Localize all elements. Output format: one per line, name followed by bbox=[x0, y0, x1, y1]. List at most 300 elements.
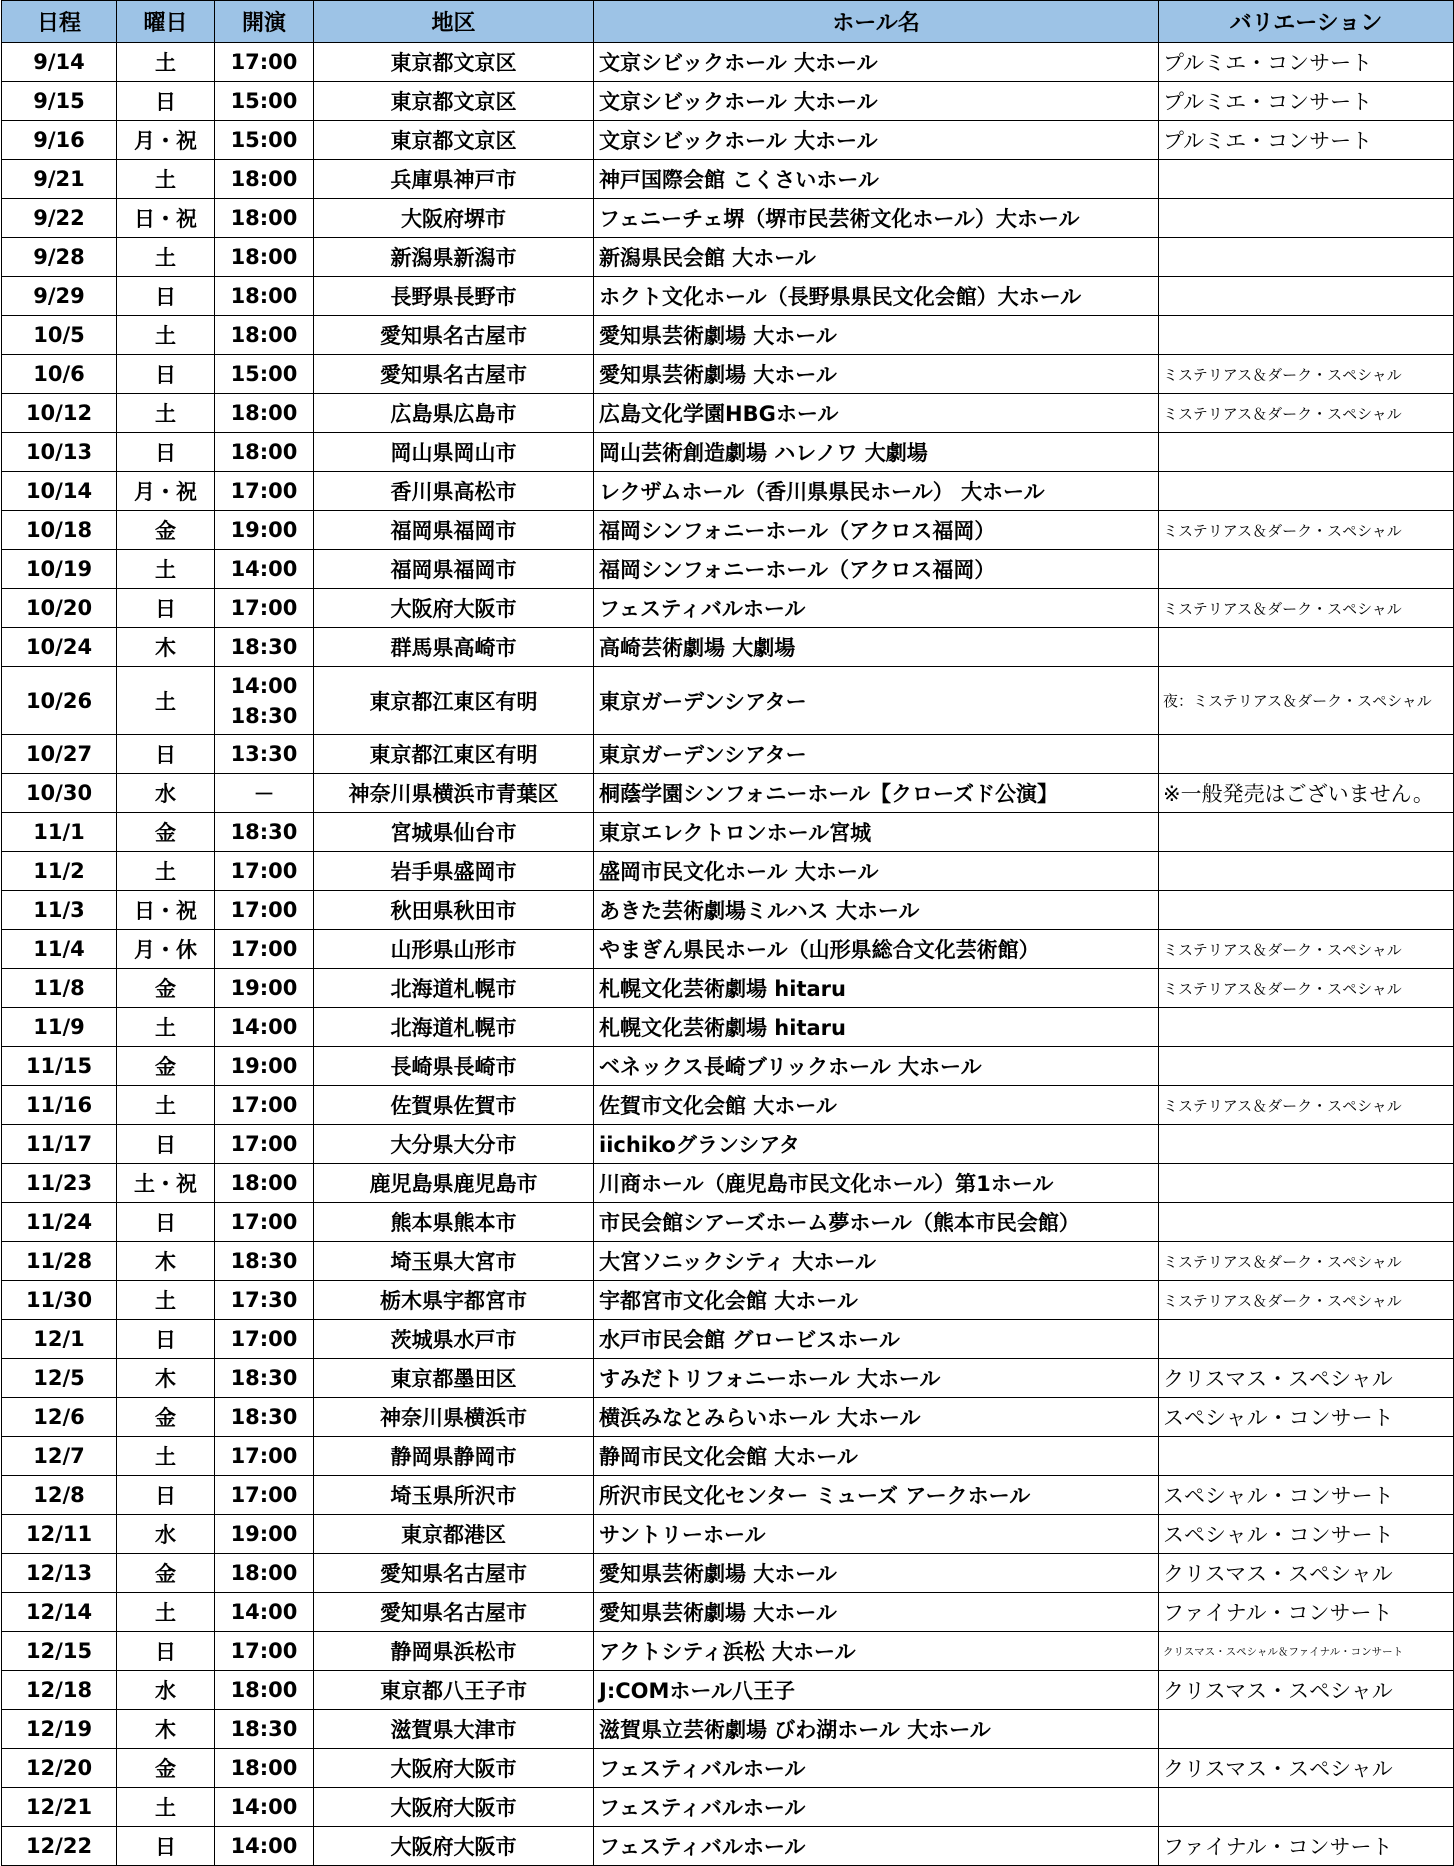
time-cell: 18:00 bbox=[215, 1671, 314, 1710]
hall-cell: レクザムホール（香川県県民ホール） 大ホール bbox=[594, 472, 1159, 511]
time-cell: 18:00 bbox=[215, 277, 314, 316]
hall-cell: J:COMホール八王子 bbox=[594, 1671, 1159, 1710]
time-cell: 15:00 bbox=[215, 82, 314, 121]
header-hall: ホール名 bbox=[594, 1, 1159, 43]
hall-cell: 東京ガーデンシアター bbox=[594, 667, 1159, 735]
hall-cell: フェスティバルホール bbox=[594, 1788, 1159, 1827]
date-cell: 11/8 bbox=[2, 969, 117, 1008]
hall-cell: 福岡シンフォニーホール（アクロス福岡） bbox=[594, 550, 1159, 589]
table-row bbox=[2, 1710, 1454, 1749]
hall-cell: 佐賀市文化会館 大ホール bbox=[594, 1086, 1159, 1125]
date-cell: 10/20 bbox=[2, 589, 117, 628]
time-cell: 17:00 bbox=[215, 1203, 314, 1242]
hall-cell: 神戸国際会館 こくさいホール bbox=[594, 160, 1159, 199]
variation-cell: ミステリアス＆ダーク・スペシャル bbox=[1159, 930, 1454, 969]
day-cell: 木 bbox=[117, 1242, 215, 1281]
area-cell: 福岡県福岡市 bbox=[314, 511, 594, 550]
table-row bbox=[2, 394, 1454, 433]
day-cell: 金 bbox=[117, 969, 215, 1008]
time-cell: 19:00 bbox=[215, 1047, 314, 1086]
time-cell: 17:00 bbox=[215, 891, 314, 930]
hall-cell: 札幌文化芸術劇場 hitaru bbox=[594, 969, 1159, 1008]
variation-cell bbox=[1159, 1320, 1454, 1359]
time-cell: 15:00 bbox=[215, 121, 314, 160]
time-cell: 17:00 bbox=[215, 930, 314, 969]
time-cell: 18:30 bbox=[215, 1710, 314, 1749]
variation-cell bbox=[1159, 199, 1454, 238]
day-cell: 金 bbox=[117, 1398, 215, 1437]
time-cell: 17:00 bbox=[215, 1086, 314, 1125]
variation-cell: クリスマス・スペシャル bbox=[1159, 1359, 1454, 1398]
day-cell: 月・祝 bbox=[117, 472, 215, 511]
hall-cell: 文京シビックホール 大ホール bbox=[594, 121, 1159, 160]
day-cell: 日 bbox=[117, 1632, 215, 1671]
day-cell: 土・祝 bbox=[117, 1164, 215, 1203]
time-cell bbox=[215, 667, 314, 735]
table-row bbox=[2, 1554, 1454, 1593]
day-cell: 月・祝 bbox=[117, 121, 215, 160]
table-row bbox=[2, 121, 1454, 160]
variation-cell: プルミエ・コンサート bbox=[1159, 121, 1454, 160]
time-cell: 18:00 bbox=[215, 199, 314, 238]
day-cell: 木 bbox=[117, 628, 215, 667]
area-cell: 大阪府大阪市 bbox=[314, 589, 594, 628]
time-cell: 18:30 bbox=[215, 813, 314, 852]
area-cell: 兵庫県神戸市 bbox=[314, 160, 594, 199]
table-header bbox=[2, 1, 1454, 43]
area-cell: 滋賀県大津市 bbox=[314, 1710, 594, 1749]
hall-cell: 文京シビックホール 大ホール bbox=[594, 82, 1159, 121]
area-cell: 秋田県秋田市 bbox=[314, 891, 594, 930]
day-cell: 土 bbox=[117, 852, 215, 891]
hall-cell: 大宮ソニックシティ 大ホール bbox=[594, 1242, 1159, 1281]
area-cell: 静岡県静岡市 bbox=[314, 1437, 594, 1476]
variation-cell: クリスマス・スペシャル bbox=[1159, 1671, 1454, 1710]
date-cell: 12/18 bbox=[2, 1671, 117, 1710]
date-cell: 11/3 bbox=[2, 891, 117, 930]
day-cell: 日 bbox=[117, 1320, 215, 1359]
area-cell: 大阪府大阪市 bbox=[314, 1749, 594, 1788]
date-cell: 12/5 bbox=[2, 1359, 117, 1398]
variation-cell bbox=[1159, 1125, 1454, 1164]
time-cell: 19:00 bbox=[215, 511, 314, 550]
date-cell: 11/30 bbox=[2, 1281, 117, 1320]
day-cell: 土 bbox=[117, 316, 215, 355]
hall-cell: 広島文化学園HBGホール bbox=[594, 394, 1159, 433]
date-cell: 9/29 bbox=[2, 277, 117, 316]
area-cell: 北海道札幌市 bbox=[314, 969, 594, 1008]
day-cell: 土 bbox=[117, 43, 215, 82]
time-cell: 14:00 bbox=[215, 1788, 314, 1827]
time-value-second: 18:30 bbox=[230, 703, 298, 728]
time-cell: 17:00 bbox=[215, 589, 314, 628]
time-cell: － bbox=[215, 774, 314, 813]
variation-cell: クリスマス・スペシャル bbox=[1159, 1554, 1454, 1593]
hall-cell: あきた芸術劇場ミルハス 大ホール bbox=[594, 891, 1159, 930]
date-cell: 11/4 bbox=[2, 930, 117, 969]
table-row bbox=[2, 735, 1454, 774]
hall-cell: 市民会館シアーズホーム夢ホール（熊本市民会館） bbox=[594, 1203, 1159, 1242]
hall-cell: 宇都宮市文化会館 大ホール bbox=[594, 1281, 1159, 1320]
time-cell: 18:30 bbox=[215, 1242, 314, 1281]
time-cell: 18:30 bbox=[215, 1398, 314, 1437]
table-row bbox=[2, 511, 1454, 550]
day-cell: 土 bbox=[117, 1593, 215, 1632]
day-cell: 金 bbox=[117, 1554, 215, 1593]
table-row bbox=[2, 891, 1454, 930]
table-row bbox=[2, 1476, 1454, 1515]
variation-cell: ミステリアス＆ダーク・スペシャル bbox=[1159, 1086, 1454, 1125]
table-row bbox=[2, 667, 1454, 735]
day-cell: 日 bbox=[117, 433, 215, 472]
variation-cell bbox=[1159, 891, 1454, 930]
date-cell: 10/27 bbox=[2, 735, 117, 774]
hall-cell: フェスティバルホール bbox=[594, 1827, 1159, 1866]
table-row bbox=[2, 930, 1454, 969]
area-cell: 愛知県名古屋市 bbox=[314, 1593, 594, 1632]
table-row bbox=[2, 1242, 1454, 1281]
variation-cell bbox=[1159, 316, 1454, 355]
variation-cell bbox=[1159, 1164, 1454, 1203]
variation-cell: ミステリアス＆ダーク・スペシャル bbox=[1159, 511, 1454, 550]
time-cell: 17:00 bbox=[215, 43, 314, 82]
hall-cell: フェニーチェ堺（堺市民芸術文化ホール）大ホール bbox=[594, 199, 1159, 238]
time-cell: 19:00 bbox=[215, 1515, 314, 1554]
date-cell: 11/9 bbox=[2, 1008, 117, 1047]
area-cell: 福岡県福岡市 bbox=[314, 550, 594, 589]
date-cell: 10/30 bbox=[2, 774, 117, 813]
area-cell: 栃木県宇都宮市 bbox=[314, 1281, 594, 1320]
variation-cell bbox=[1159, 160, 1454, 199]
hall-cell: 新潟県民会館 大ホール bbox=[594, 238, 1159, 277]
date-cell: 11/2 bbox=[2, 852, 117, 891]
day-cell: 金 bbox=[117, 813, 215, 852]
hall-cell: 高崎芸術劇場 大劇場 bbox=[594, 628, 1159, 667]
area-cell: 北海道札幌市 bbox=[314, 1008, 594, 1047]
hall-cell: 愛知県芸術劇場 大ホール bbox=[594, 1593, 1159, 1632]
day-cell: 水 bbox=[117, 1515, 215, 1554]
table-row bbox=[2, 316, 1454, 355]
hall-cell: 愛知県芸術劇場 大ホール bbox=[594, 316, 1159, 355]
area-cell: 大分県大分市 bbox=[314, 1125, 594, 1164]
variation-cell bbox=[1159, 550, 1454, 589]
hall-cell: 札幌文化芸術劇場 hitaru bbox=[594, 1008, 1159, 1047]
table-row bbox=[2, 628, 1454, 667]
day-cell: 土 bbox=[117, 1437, 215, 1476]
day-cell: 日 bbox=[117, 1827, 215, 1866]
time-cell: 18:00 bbox=[215, 160, 314, 199]
variation-cell: ミステリアス＆ダーク・スペシャル bbox=[1159, 589, 1454, 628]
hall-cell: 東京エレクトロンホール宮城 bbox=[594, 813, 1159, 852]
hall-cell: 桐蔭学園シンフォニーホール【クローズド公演】 bbox=[594, 774, 1159, 813]
table-row bbox=[2, 199, 1454, 238]
area-cell: 茨城県水戸市 bbox=[314, 1320, 594, 1359]
variation-cell bbox=[1159, 1203, 1454, 1242]
area-cell: 東京都八王子市 bbox=[314, 1671, 594, 1710]
time-value: 14:00 bbox=[230, 673, 298, 698]
table-row bbox=[2, 1398, 1454, 1437]
table-row bbox=[2, 472, 1454, 511]
area-cell: 宮城県仙台市 bbox=[314, 813, 594, 852]
date-cell: 12/11 bbox=[2, 1515, 117, 1554]
day-cell: 金 bbox=[117, 511, 215, 550]
variation-cell: ファイナル・コンサート bbox=[1159, 1827, 1454, 1866]
hall-cell: すみだトリフォニーホール 大ホール bbox=[594, 1359, 1159, 1398]
date-cell: 12/1 bbox=[2, 1320, 117, 1359]
table-row bbox=[2, 852, 1454, 891]
area-cell: 愛知県名古屋市 bbox=[314, 355, 594, 394]
date-cell: 12/8 bbox=[2, 1476, 117, 1515]
hall-cell: 川商ホール（鹿児島市民文化ホール）第1ホール bbox=[594, 1164, 1159, 1203]
table-row bbox=[2, 969, 1454, 1008]
variation-cell bbox=[1159, 1788, 1454, 1827]
variation-cell bbox=[1159, 277, 1454, 316]
variation-cell: ファイナル・コンサート bbox=[1159, 1593, 1454, 1632]
day-cell: 土 bbox=[117, 550, 215, 589]
time-cell: 17:00 bbox=[215, 1320, 314, 1359]
table-row bbox=[2, 1320, 1454, 1359]
time-cell: 17:00 bbox=[215, 1476, 314, 1515]
header-variation: バリエーション bbox=[1159, 1, 1454, 43]
date-cell: 10/12 bbox=[2, 394, 117, 433]
time-cell: 15:00 bbox=[215, 355, 314, 394]
table-row bbox=[2, 813, 1454, 852]
date-cell: 12/22 bbox=[2, 1827, 117, 1866]
time-cell: 17:00 bbox=[215, 472, 314, 511]
variation-cell bbox=[1159, 238, 1454, 277]
area-cell: 群馬県高崎市 bbox=[314, 628, 594, 667]
day-cell: 月・休 bbox=[117, 930, 215, 969]
table-row bbox=[2, 43, 1454, 82]
table-row bbox=[2, 1749, 1454, 1788]
table-row bbox=[2, 1164, 1454, 1203]
hall-cell: 水戸市民会館 グロービスホール bbox=[594, 1320, 1159, 1359]
table-row bbox=[2, 1788, 1454, 1827]
variation-cell: スペシャル・コンサート bbox=[1159, 1398, 1454, 1437]
hall-cell: 滋賀県立芸術劇場 びわ湖ホール 大ホール bbox=[594, 1710, 1159, 1749]
table-row bbox=[2, 277, 1454, 316]
date-cell: 12/6 bbox=[2, 1398, 117, 1437]
table-row bbox=[2, 82, 1454, 121]
date-cell: 9/22 bbox=[2, 199, 117, 238]
day-cell: 日 bbox=[117, 355, 215, 394]
hall-cell: フェスティバルホール bbox=[594, 589, 1159, 628]
date-cell: 11/1 bbox=[2, 813, 117, 852]
date-cell: 11/17 bbox=[2, 1125, 117, 1164]
variation-cell: プルミエ・コンサート bbox=[1159, 43, 1454, 82]
date-cell: 12/20 bbox=[2, 1749, 117, 1788]
date-cell: 12/21 bbox=[2, 1788, 117, 1827]
day-cell: 土 bbox=[117, 394, 215, 433]
area-cell: 長野県長野市 bbox=[314, 277, 594, 316]
hall-cell: 盛岡市民文化ホール 大ホール bbox=[594, 852, 1159, 891]
variation-cell: スペシャル・コンサート bbox=[1159, 1515, 1454, 1554]
date-cell: 10/14 bbox=[2, 472, 117, 511]
area-cell: 東京都墨田区 bbox=[314, 1359, 594, 1398]
table-row bbox=[2, 160, 1454, 199]
day-cell: 金 bbox=[117, 1047, 215, 1086]
area-cell: 鹿児島県鹿児島市 bbox=[314, 1164, 594, 1203]
day-cell: 土 bbox=[117, 1086, 215, 1125]
date-cell: 9/28 bbox=[2, 238, 117, 277]
variation-cell bbox=[1159, 433, 1454, 472]
header-row bbox=[2, 1, 1454, 43]
hall-cell: ベネックス長崎ブリックホール 大ホール bbox=[594, 1047, 1159, 1086]
variation-cell: 夜：ミステリアス＆ダーク・スペシャル bbox=[1159, 667, 1454, 735]
hall-cell: 横浜みなとみらいホール 大ホール bbox=[594, 1398, 1159, 1437]
table-row bbox=[2, 1086, 1454, 1125]
variation-cell: スペシャル・コンサート bbox=[1159, 1476, 1454, 1515]
day-cell: 日 bbox=[117, 589, 215, 628]
area-cell: 新潟県新潟市 bbox=[314, 238, 594, 277]
header-time: 開演 bbox=[215, 1, 314, 43]
table-row bbox=[2, 550, 1454, 589]
hall-cell: 岡山芸術創造劇場 ハレノワ 大劇場 bbox=[594, 433, 1159, 472]
date-cell: 10/26 bbox=[2, 667, 117, 735]
variation-cell bbox=[1159, 472, 1454, 511]
area-cell: 東京都文京区 bbox=[314, 43, 594, 82]
time-cell: 17:00 bbox=[215, 1632, 314, 1671]
area-cell: 長崎県長崎市 bbox=[314, 1047, 594, 1086]
variation-cell: ミステリアス＆ダーク・スペシャル bbox=[1159, 969, 1454, 1008]
day-cell: 土 bbox=[117, 667, 215, 735]
time-cell: 18:00 bbox=[215, 1554, 314, 1593]
area-cell: 愛知県名古屋市 bbox=[314, 1554, 594, 1593]
date-cell: 12/15 bbox=[2, 1632, 117, 1671]
time-cell: 17:00 bbox=[215, 852, 314, 891]
time-cell: 18:00 bbox=[215, 433, 314, 472]
schedule-table bbox=[1, 0, 1454, 1866]
date-cell: 9/14 bbox=[2, 43, 117, 82]
time-cell: 14:00 bbox=[215, 1008, 314, 1047]
date-cell: 10/5 bbox=[2, 316, 117, 355]
area-cell: 大阪府大阪市 bbox=[314, 1788, 594, 1827]
table-row bbox=[2, 1047, 1454, 1086]
date-cell: 12/13 bbox=[2, 1554, 117, 1593]
hall-cell: iichikoグランシアタ bbox=[594, 1125, 1159, 1164]
day-cell: 日 bbox=[117, 1203, 215, 1242]
day-cell: 土 bbox=[117, 238, 215, 277]
area-cell: 東京都江東区有明 bbox=[314, 667, 594, 735]
hall-cell: 東京ガーデンシアター bbox=[594, 735, 1159, 774]
table-row bbox=[2, 355, 1454, 394]
day-cell: 土 bbox=[117, 1008, 215, 1047]
variation-cell bbox=[1159, 852, 1454, 891]
hall-cell: やまぎん県民ホール（山形県総合文化芸術館） bbox=[594, 930, 1159, 969]
variation-cell: ミステリアス＆ダーク・スペシャル bbox=[1159, 394, 1454, 433]
day-cell: 日 bbox=[117, 82, 215, 121]
day-cell: 水 bbox=[117, 1671, 215, 1710]
day-cell: 木 bbox=[117, 1710, 215, 1749]
time-cell: 18:30 bbox=[215, 1359, 314, 1398]
table-row bbox=[2, 589, 1454, 628]
date-cell: 10/19 bbox=[2, 550, 117, 589]
variation-cell bbox=[1159, 735, 1454, 774]
area-cell: 岩手県盛岡市 bbox=[314, 852, 594, 891]
hall-cell: 所沢市民文化センター ミューズ アークホール bbox=[594, 1476, 1159, 1515]
area-cell: 大阪府大阪市 bbox=[314, 1827, 594, 1866]
hall-cell: サントリーホール bbox=[594, 1515, 1159, 1554]
date-cell: 11/24 bbox=[2, 1203, 117, 1242]
table-row bbox=[2, 774, 1454, 813]
day-cell: 金 bbox=[117, 1749, 215, 1788]
table-row bbox=[2, 1359, 1454, 1398]
table-row bbox=[2, 1671, 1454, 1710]
time-cell: 17:30 bbox=[215, 1281, 314, 1320]
date-cell: 10/13 bbox=[2, 433, 117, 472]
time-cell: 18:00 bbox=[215, 316, 314, 355]
hall-cell: 福岡シンフォニーホール（アクロス福岡） bbox=[594, 511, 1159, 550]
area-cell: 静岡県浜松市 bbox=[314, 1632, 594, 1671]
day-cell: 日・祝 bbox=[117, 891, 215, 930]
variation-cell: ミステリアス＆ダーク・スペシャル bbox=[1159, 355, 1454, 394]
area-cell: 大阪府堺市 bbox=[314, 199, 594, 238]
table-row bbox=[2, 1437, 1454, 1476]
area-cell: 神奈川県横浜市 bbox=[314, 1398, 594, 1437]
area-cell: 東京都港区 bbox=[314, 1515, 594, 1554]
variation-cell bbox=[1159, 628, 1454, 667]
hall-cell: 愛知県芸術劇場 大ホール bbox=[594, 355, 1159, 394]
time-cell: 18:00 bbox=[215, 394, 314, 433]
area-cell: 東京都文京区 bbox=[314, 82, 594, 121]
date-cell: 10/18 bbox=[2, 511, 117, 550]
time-cell: 17:00 bbox=[215, 1437, 314, 1476]
hall-cell: ホクト文化ホール（長野県県民文化会館）大ホール bbox=[594, 277, 1159, 316]
variation-cell: ミステリアス＆ダーク・スペシャル bbox=[1159, 1281, 1454, 1320]
time-cell: 18:00 bbox=[215, 238, 314, 277]
time-cell: 18:00 bbox=[215, 1749, 314, 1788]
variation-cell bbox=[1159, 1710, 1454, 1749]
time-cell: 17:00 bbox=[215, 1125, 314, 1164]
table-row bbox=[2, 1632, 1454, 1671]
day-cell: 日・祝 bbox=[117, 199, 215, 238]
area-cell: 埼玉県所沢市 bbox=[314, 1476, 594, 1515]
area-cell: 香川県高松市 bbox=[314, 472, 594, 511]
area-cell: 山形県山形市 bbox=[314, 930, 594, 969]
time-cell: 19:00 bbox=[215, 969, 314, 1008]
time-cell: 14:00 bbox=[215, 1593, 314, 1632]
area-cell: 熊本県熊本市 bbox=[314, 1203, 594, 1242]
date-cell: 9/21 bbox=[2, 160, 117, 199]
variation-cell bbox=[1159, 1047, 1454, 1086]
area-cell: 埼玉県大宮市 bbox=[314, 1242, 594, 1281]
date-cell: 9/15 bbox=[2, 82, 117, 121]
date-cell: 10/24 bbox=[2, 628, 117, 667]
date-cell: 12/19 bbox=[2, 1710, 117, 1749]
date-cell: 10/6 bbox=[2, 355, 117, 394]
table-row bbox=[2, 238, 1454, 277]
day-cell: 木 bbox=[117, 1359, 215, 1398]
variation-cell: クリスマス・スペシャル bbox=[1159, 1749, 1454, 1788]
date-cell: 12/7 bbox=[2, 1437, 117, 1476]
area-cell: 広島県広島市 bbox=[314, 394, 594, 433]
table-row bbox=[2, 1008, 1454, 1047]
table-row bbox=[2, 1125, 1454, 1164]
area-cell: 佐賀県佐賀市 bbox=[314, 1086, 594, 1125]
variation-cell bbox=[1159, 813, 1454, 852]
day-cell: 土 bbox=[117, 160, 215, 199]
area-cell: 神奈川県横浜市青葉区 bbox=[314, 774, 594, 813]
date-cell: 11/16 bbox=[2, 1086, 117, 1125]
table-row bbox=[2, 1827, 1454, 1866]
hall-cell: 愛知県芸術劇場 大ホール bbox=[594, 1554, 1159, 1593]
area-cell: 東京都江東区有明 bbox=[314, 735, 594, 774]
day-cell: 日 bbox=[117, 735, 215, 774]
time-cell: 14:00 bbox=[215, 550, 314, 589]
table-body bbox=[2, 43, 1454, 1866]
variation-cell: ミステリアス＆ダーク・スペシャル bbox=[1159, 1242, 1454, 1281]
area-cell: 東京都文京区 bbox=[314, 121, 594, 160]
